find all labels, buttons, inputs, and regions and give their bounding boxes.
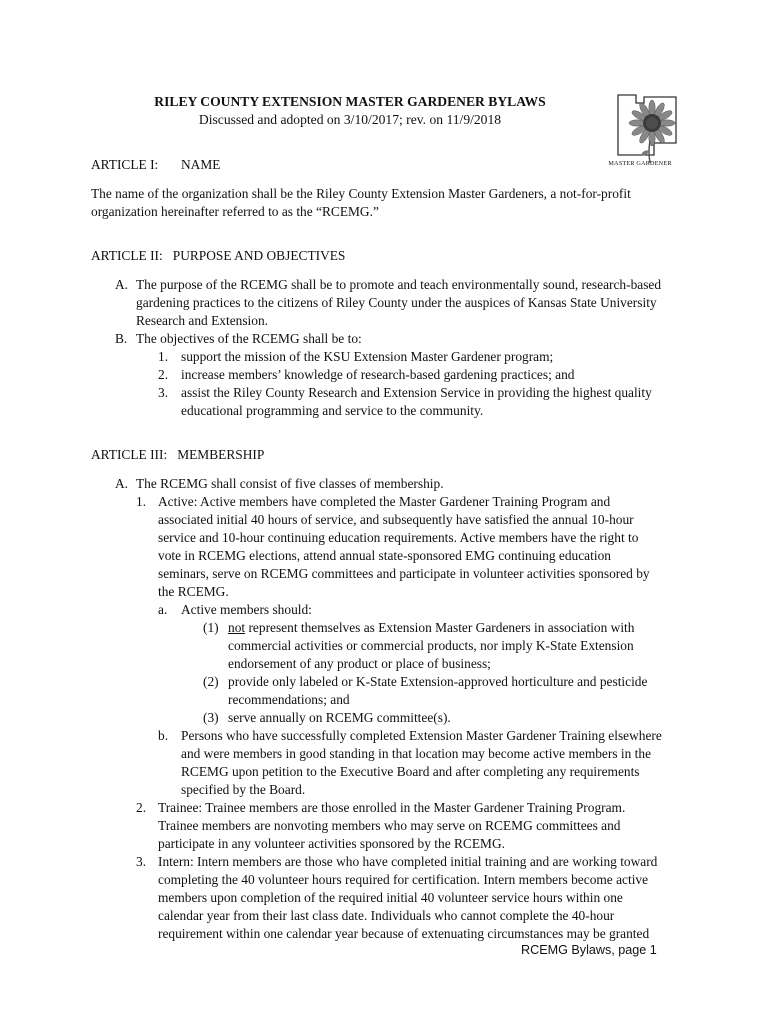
article-2-a-line-2: gardening practices to the citizens of Riley County under the auspices of Kansas State University bbox=[136, 295, 657, 310]
article-3-a-marker: A. bbox=[115, 476, 129, 491]
membership-1-line-1: Active: Active members have completed the Master Gardener Training Program and bbox=[158, 494, 611, 509]
objective-2-marker: 2. bbox=[158, 367, 169, 382]
article-2-a-marker: A. bbox=[115, 277, 129, 292]
membership-2-line-1: Trainee: Trainee members are those enrolled in the Master Gardener Training Program. bbox=[158, 800, 626, 815]
article-2-b-marker: B. bbox=[115, 331, 128, 346]
should-2-marker: (2) bbox=[203, 674, 219, 689]
article-3-heading: ARTICLE III: MEMBERSHIP bbox=[91, 447, 265, 462]
membership-1-line-3: service and 10-hour continuing education requirements. Active members have the right to bbox=[158, 530, 639, 545]
objective-3-line-1: assist the Riley County Research and Extension Service in providing the highest quality bbox=[181, 385, 652, 400]
article-1-title: NAME bbox=[181, 157, 221, 172]
membership-2-line-3: participate in any volunteer activities sponsored by the RCEMG. bbox=[158, 836, 505, 851]
sunflower-icon bbox=[614, 93, 680, 167]
sub-b-line-4: specified by the Board. bbox=[181, 782, 306, 797]
sub-a-line: Active members should: bbox=[181, 602, 312, 617]
membership-2-marker: 2. bbox=[136, 800, 147, 815]
membership-3-line-5: requirement within one calendar year because of extenuating circumstances may be granted bbox=[158, 926, 650, 941]
emphasis-not: not bbox=[228, 620, 246, 635]
membership-3-marker: 3. bbox=[136, 854, 147, 869]
article-3-a-line: The RCEMG shall consist of five classes of membership. bbox=[136, 476, 444, 491]
membership-1-line-5: seminars, serve on RCEMG committees and participate in volunteer activities sponsored by bbox=[158, 566, 650, 581]
objective-3-marker: 3. bbox=[158, 385, 169, 400]
logo-caption: MASTER GARDENER bbox=[608, 160, 672, 167]
should-3-line-1: serve annually on RCEMG committee(s). bbox=[228, 710, 451, 725]
document-title: RILEY COUNTY EXTENSION MASTER GARDENER BYLAWS bbox=[154, 94, 546, 109]
objective-2-line-1: increase members’ knowledge of research-based gardening practices; and bbox=[181, 367, 575, 382]
master-gardener-logo bbox=[614, 93, 680, 167]
sub-b-marker: b. bbox=[158, 728, 169, 743]
membership-3-line-2: completing the 40 volunteer hours required for certification. Intern members become active bbox=[158, 872, 649, 887]
objective-3-line-2: educational programming and service to the community. bbox=[181, 403, 484, 418]
article-2-heading: ARTICLE II: PURPOSE AND OBJECTIVES bbox=[91, 248, 346, 263]
should-2-line-2: recommendations; and bbox=[228, 692, 350, 707]
article-1-line-2: organization hereinafter referred to as the “RCEMG.” bbox=[91, 204, 379, 219]
should-2-line-1: provide only labeled or K-State Extension-approved horticulture and pesticide bbox=[228, 674, 648, 689]
sub-b-line-3: RCEMG upon petition to the Executive Board and after completing any requirements bbox=[181, 764, 640, 779]
article-1-number: ARTICLE I: bbox=[91, 157, 159, 172]
membership-2-line-2: Trainee members are nonvoting members who may serve on RCEMG committees and bbox=[158, 818, 621, 833]
page-footer: RCEMG Bylaws, page 1 bbox=[521, 943, 657, 957]
article-1-line-1: The name of the organization shall be the Riley County Extension Master Gardeners, a not-for-profit bbox=[91, 186, 631, 201]
membership-1-line-4: vote in RCEMG elections, attend annual state-sponsored EMG continuing education bbox=[158, 548, 611, 563]
sub-b-line-1: Persons who have successfully completed Extension Master Gardener Training elsewhere bbox=[181, 728, 662, 743]
membership-3-line-1: Intern: Intern members are those who have completed initial training and are working toward bbox=[158, 854, 658, 869]
article-2-b-line: The objectives of the RCEMG shall be to: bbox=[136, 331, 362, 346]
membership-3-line-4: calendar year from their last class date. Individuals who cannot complete the 40-hour bbox=[158, 908, 615, 923]
objective-1-marker: 1. bbox=[158, 349, 169, 364]
should-1-marker: (1) bbox=[203, 620, 219, 635]
sub-b-line-2: and were members in good standing in that location may become active members in the bbox=[181, 746, 652, 761]
should-3-marker: (3) bbox=[203, 710, 219, 725]
membership-1-line-2: associated initial 40 hours of service, and subsequently have satisfied the annual 10-hour bbox=[158, 512, 634, 527]
membership-1-marker: 1. bbox=[136, 494, 147, 509]
objective-1-line-1: support the mission of the KSU Extension Master Gardener program; bbox=[181, 349, 554, 364]
should-1-line-1-text: represent themselves as Extension Master Gardeners in association with bbox=[245, 620, 635, 635]
article-2-a-line-3: Research and Extension. bbox=[136, 313, 269, 328]
document-subtitle: Discussed and adopted on 3/10/2017; rev. on 11/9/2018 bbox=[198, 112, 502, 127]
article-2-a-line-1: The purpose of the RCEMG shall be to promote and teach environmentally sound, research-based bbox=[136, 277, 662, 292]
should-1-line-3: endorsement of any product or place of business; bbox=[228, 656, 491, 671]
should-1-line-1 bbox=[228, 619, 634, 637]
membership-1-line-6: the RCEMG. bbox=[158, 584, 229, 599]
should-1-line-2: commercial activities or commercial products, nor imply K-State Extension bbox=[228, 638, 634, 653]
membership-3-line-3: members upon completion of the required initial 40 volunteer service hours within one bbox=[158, 890, 623, 905]
sub-a-marker: a. bbox=[158, 602, 168, 617]
